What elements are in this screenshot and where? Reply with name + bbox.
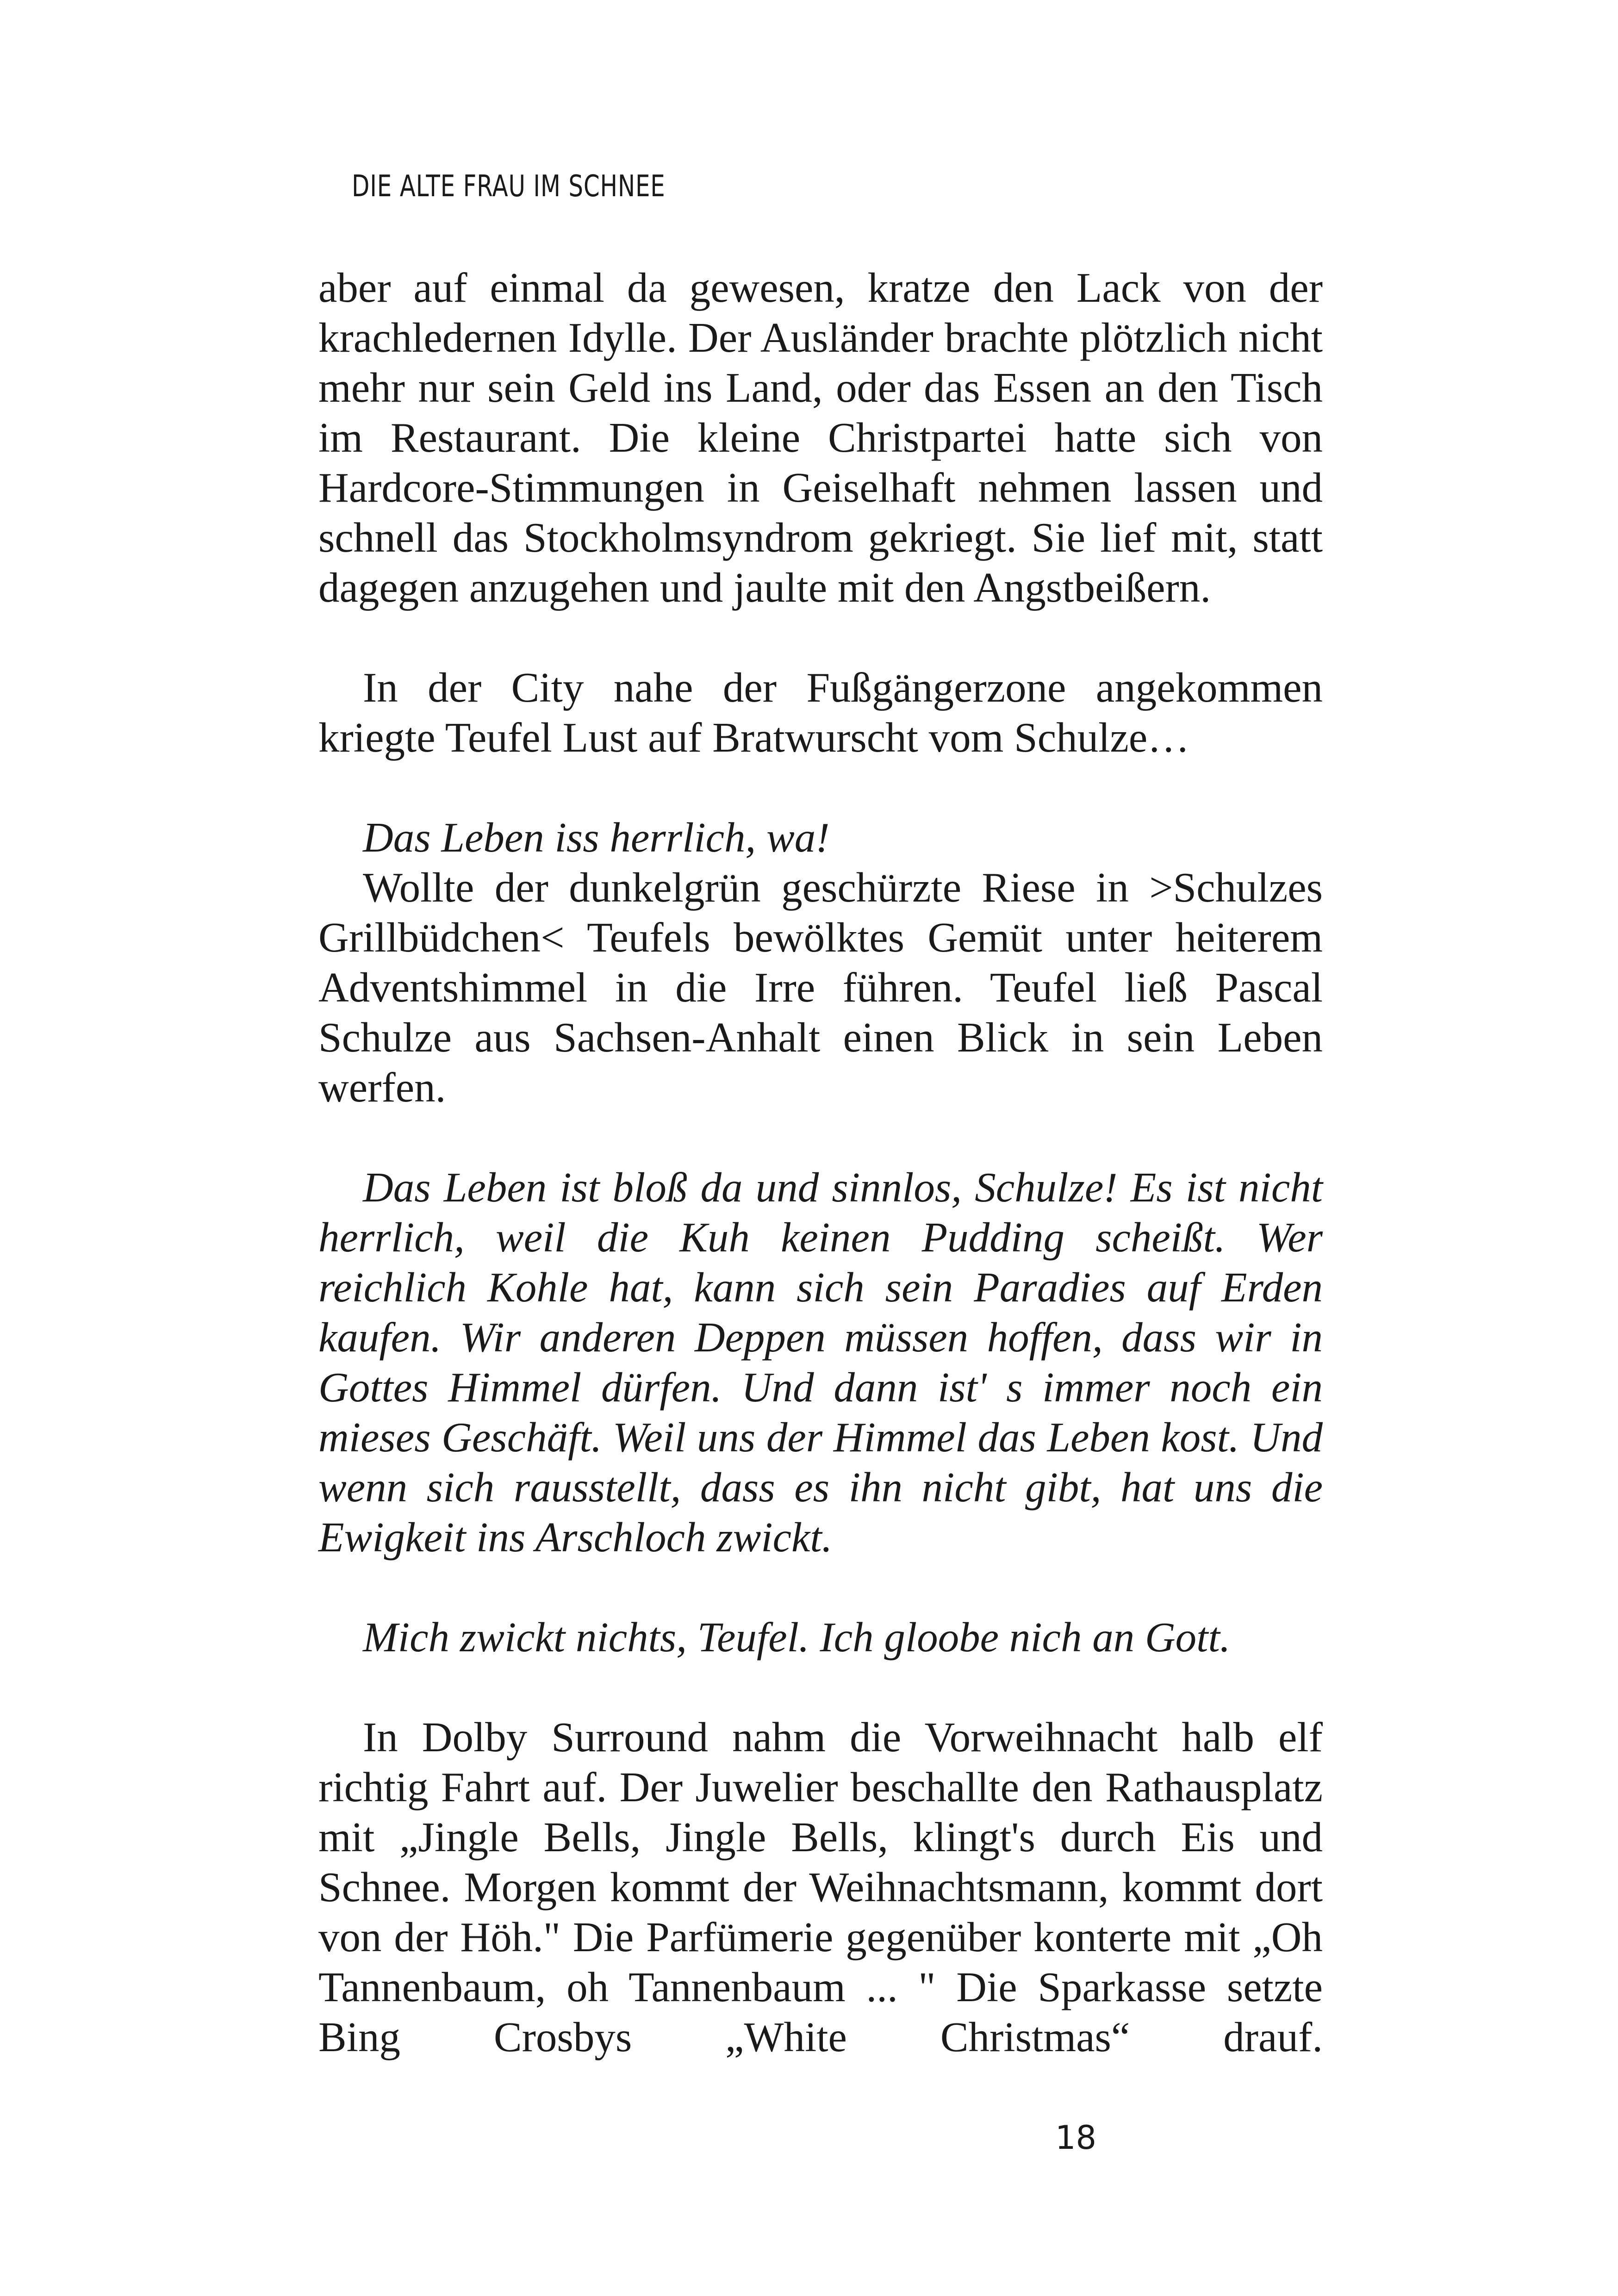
paragraph-continuation: aber auf einmal da gewesen, kratze den Lack von der krachledernen Idylle. Der Ausländer brachte plötzlich nicht mehr nur sein Geld ins Land, oder das Essen an den Tisch im Restaurant. Die kleine Christpartei hatte sich von Hardcore-Stimmungen in Geiselhaft nehmen lassen und schnell das Stockholmsyndrom gekriegt. Sie lief mit, statt dagegen anzugehen und jaulte mit den Angstbeißern. [318, 264, 1323, 611]
paragraph-dolby-surround: In Dolby Surround nahm die Vorweihnacht halb elf richtig Fahrt auf. Der Juwelier beschallte den Rathausplatz mit „Jingle Bells, Jingle Bells, klingt's durch Eis und Schnee. Morgen kommt der Weihnachtsmann, kommt dort von der Höh." Die Parfümerie gegenüber konterte mit „Oh Tannenbaum, oh Tannenbaum ... " Die Sparkasse setzte Bing Crosbys „White Christmas“ drauf. [318, 1714, 1323, 2060]
dialogue-teufel: Das Leben ist bloß da und sinnlos, Schulze! Es ist nicht herrlich, weil die Kuh keinen Pudding scheißt. Wer reichlich Kohle hat, kann sich sein Paradies auf Erden kaufen. Wir anderen Deppen müssen hoffen, dass wir in Gottes Himmel dürfen. Und dann ist' s immer noch ein mieses Geschäft. Weil uns der Himmel das Leben kost. Und wenn sich rausstellt, dass es ihn nicht gibt, hat uns die Ewigkeit ins Arschloch zwickt. [318, 1164, 1323, 1561]
page-number: 18 [1055, 2119, 1097, 2157]
running-header-title: DIE ALTE FRAU IM SCHNEE [352, 169, 666, 204]
dialogue-schulze-reply: Mich zwickt nichts, Teufel. Ich gloobe nich an Gott. [363, 1614, 1231, 1661]
paragraph-schulze: Wollte der dunkelgrün geschürzte Riese in >Schulzes Grillbüdchen< Teufels bewölktes Gemüt unter heiterem Adventshimmel in die Irre führen. Teufel ließ Pascal Schulze aus Sachsen-Anhalt einen Blick in sein Leben werfen. [318, 864, 1323, 1111]
dialogue-schulze: Das Leben iss herrlich, wa! [363, 814, 830, 861]
body-text [318, 263, 1323, 2062]
paragraph-city: In der City nahe der Fußgängerzone angekommen kriegte Teufel Lust auf Bratwurscht vom Schulze… [318, 664, 1323, 761]
